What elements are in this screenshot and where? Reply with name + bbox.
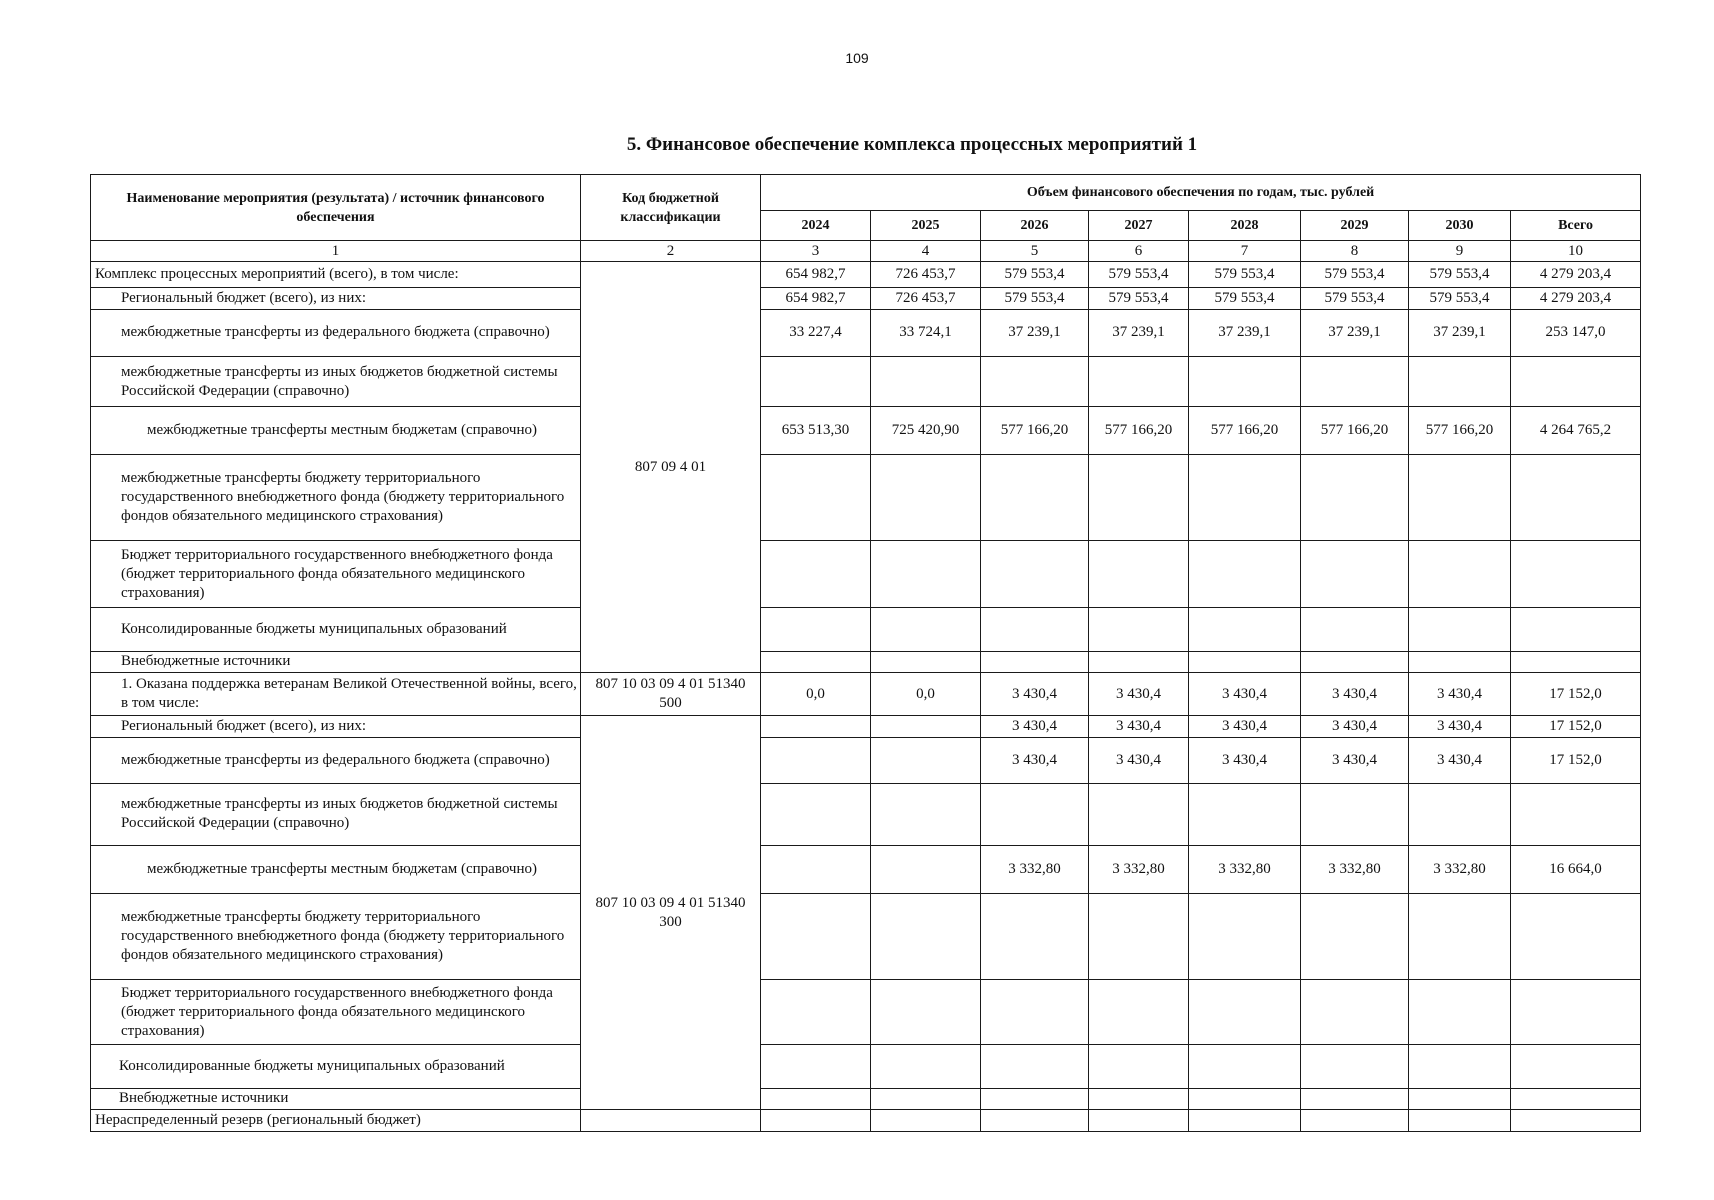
- year-value: [871, 651, 981, 673]
- total-value: 4 279 203,4: [1511, 262, 1641, 288]
- row-name: Внебюджетные источники: [91, 1088, 581, 1110]
- year-value: 3 332,80: [981, 846, 1089, 894]
- table-row: [91, 454, 1641, 541]
- header-code: Код бюджетной классификации: [581, 175, 761, 241]
- year-value: [1301, 783, 1409, 846]
- year-value: [761, 541, 871, 608]
- year-value: 579 553,4: [1301, 287, 1409, 309]
- year-value: [1301, 1088, 1409, 1110]
- total-value: [1511, 1088, 1641, 1110]
- year-value: 579 553,4: [1409, 287, 1511, 309]
- year-value: 0,0: [871, 673, 981, 716]
- year-value: [871, 893, 981, 980]
- table-row: [91, 309, 1641, 357]
- year-value: [981, 357, 1089, 407]
- row-name: межбюджетные трансферты из иных бюджетов бюджетной системы Российской Федерации (справочно): [91, 783, 581, 846]
- table-row: [91, 262, 1641, 288]
- row-name: межбюджетные трансферты местным бюджетам (справочно): [91, 406, 581, 454]
- year-value: [1301, 454, 1409, 541]
- year-value: [1409, 357, 1511, 407]
- year-value: [871, 846, 981, 894]
- row-name: Бюджет территориального государственного внебюджетного фонда (бюджет территориального фонда обязательного медицинского страхования): [91, 980, 581, 1045]
- row-name: Нераспределенный резерв (региональный бюджет): [91, 1110, 581, 1132]
- row-name: межбюджетные трансферты бюджету территориального государственного внебюджетного фонда (бюджету территориального фондов обязательного медицинского страхования): [91, 893, 581, 980]
- year-value: [761, 716, 871, 738]
- year-value: [761, 608, 871, 651]
- year-header: 2029: [1301, 211, 1409, 241]
- row-name: Комплекс процессных мероприятий (всего), в том числе:: [91, 262, 581, 288]
- table-row: [91, 673, 1641, 716]
- row-name: межбюджетные трансферты из федерального бюджета (справочно): [91, 309, 581, 357]
- table-row: [91, 651, 1641, 673]
- total-value: [1511, 1045, 1641, 1088]
- column-index: 10: [1511, 241, 1641, 262]
- year-header: 2027: [1089, 211, 1189, 241]
- column-index-row: [91, 241, 1641, 262]
- year-value: [1189, 1110, 1301, 1132]
- year-value: 37 239,1: [1409, 309, 1511, 357]
- year-value: 579 553,4: [1189, 262, 1301, 288]
- total-value: [1511, 651, 1641, 673]
- header-name: Наименование мероприятия (результата) / источник финансового обеспечения: [91, 175, 581, 241]
- budget-code-cell: [581, 1110, 761, 1132]
- year-value: [1301, 541, 1409, 608]
- year-value: [1409, 783, 1511, 846]
- year-value: [1089, 783, 1189, 846]
- year-value: 3 430,4: [1089, 716, 1189, 738]
- total-value: 17 152,0: [1511, 716, 1641, 738]
- year-value: [1189, 783, 1301, 846]
- year-value: [871, 716, 981, 738]
- year-value: [1089, 893, 1189, 980]
- year-value: 577 166,20: [981, 406, 1089, 454]
- year-value: [1301, 1110, 1409, 1132]
- year-value: 37 239,1: [1301, 309, 1409, 357]
- column-index: 4: [871, 241, 981, 262]
- year-value: [1089, 1088, 1189, 1110]
- year-value: [1089, 1045, 1189, 1088]
- total-value: [1511, 541, 1641, 608]
- year-value: [981, 651, 1089, 673]
- year-value: 654 982,7: [761, 262, 871, 288]
- table-row: [91, 287, 1641, 309]
- total-value: [1511, 893, 1641, 980]
- year-value: [761, 893, 871, 980]
- year-value: [1089, 608, 1189, 651]
- year-value: 37 239,1: [981, 309, 1089, 357]
- total-value: 16 664,0: [1511, 846, 1641, 894]
- year-value: 726 453,7: [871, 262, 981, 288]
- year-value: [1409, 893, 1511, 980]
- year-value: [1301, 980, 1409, 1045]
- year-value: 3 430,4: [1189, 738, 1301, 783]
- year-value: [871, 980, 981, 1045]
- year-value: 577 166,20: [1189, 406, 1301, 454]
- year-value: [1301, 1045, 1409, 1088]
- year-value: 3 430,4: [1189, 716, 1301, 738]
- budget-code-cell: 807 10 03 09 4 01 51340 500: [581, 673, 761, 716]
- row-name: Бюджет территориального государственного внебюджетного фонда (бюджет территориального фонда обязательного медицинского страхования): [91, 541, 581, 608]
- year-value: [981, 541, 1089, 608]
- table-row: [91, 406, 1641, 454]
- year-value: 579 553,4: [1089, 262, 1189, 288]
- year-header: 2028: [1189, 211, 1301, 241]
- total-value: 253 147,0: [1511, 309, 1641, 357]
- year-value: [1189, 980, 1301, 1045]
- year-value: [981, 454, 1089, 541]
- year-value: 577 166,20: [1089, 406, 1189, 454]
- table-row: [91, 1088, 1641, 1110]
- table-row: [91, 783, 1641, 846]
- year-value: [1301, 651, 1409, 673]
- year-value: 33 227,4: [761, 309, 871, 357]
- year-value: [1189, 1045, 1301, 1088]
- row-name: Консолидированные бюджеты муниципальных образований: [91, 1045, 581, 1088]
- budget-code-cell: 807 09 4 01: [581, 262, 761, 673]
- year-value: [1301, 608, 1409, 651]
- year-value: 37 239,1: [1089, 309, 1189, 357]
- column-index: 6: [1089, 241, 1189, 262]
- column-index: 7: [1189, 241, 1301, 262]
- total-value: [1511, 980, 1641, 1045]
- year-value: [981, 1110, 1089, 1132]
- year-value: [1301, 893, 1409, 980]
- year-value: [871, 608, 981, 651]
- column-index: 2: [581, 241, 761, 262]
- year-value: 0,0: [761, 673, 871, 716]
- year-value: 3 430,4: [1301, 716, 1409, 738]
- year-value: [981, 1088, 1089, 1110]
- year-value: [1189, 1088, 1301, 1110]
- year-value: [761, 846, 871, 894]
- year-value: [871, 1110, 981, 1132]
- year-value: 3 332,80: [1089, 846, 1189, 894]
- table-row: [91, 716, 1641, 738]
- year-value: 3 430,4: [981, 716, 1089, 738]
- year-value: 3 332,80: [1409, 846, 1511, 894]
- total-value: 4 264 765,2: [1511, 406, 1641, 454]
- total-value: [1511, 1110, 1641, 1132]
- year-value: [761, 454, 871, 541]
- year-value: [1089, 357, 1189, 407]
- year-value: [1409, 1088, 1511, 1110]
- table-row: [91, 357, 1641, 407]
- row-name: 1. Оказана поддержка ветеранам Великой Отечественной войны, всего, в том числе:: [91, 673, 581, 716]
- row-name: межбюджетные трансферты из иных бюджетов бюджетной системы Российской Федерации (справочно): [91, 357, 581, 407]
- year-value: 579 553,4: [1409, 262, 1511, 288]
- year-value: [1089, 651, 1189, 673]
- year-value: 3 430,4: [981, 738, 1089, 783]
- year-value: 577 166,20: [1301, 406, 1409, 454]
- year-value: [871, 357, 981, 407]
- year-value: [1089, 454, 1189, 541]
- year-value: [761, 980, 871, 1045]
- year-value: [1409, 541, 1511, 608]
- year-value: 3 430,4: [1089, 673, 1189, 716]
- year-value: 725 420,90: [871, 406, 981, 454]
- year-header: 2025: [871, 211, 981, 241]
- row-name: Региональный бюджет (всего), из них:: [91, 716, 581, 738]
- table-row: [91, 1110, 1641, 1132]
- year-value: [1089, 1110, 1189, 1132]
- year-value: [1409, 1110, 1511, 1132]
- financing-table: [90, 174, 1641, 1132]
- year-value: [1409, 651, 1511, 673]
- year-value: [871, 738, 981, 783]
- year-value: [1189, 357, 1301, 407]
- year-header: 2024: [761, 211, 871, 241]
- year-value: 3 430,4: [1189, 673, 1301, 716]
- year-value: [1089, 980, 1189, 1045]
- table-row: [91, 541, 1641, 608]
- table-row: [91, 846, 1641, 894]
- year-header: 2030: [1409, 211, 1511, 241]
- total-value: [1511, 454, 1641, 541]
- year-value: [761, 783, 871, 846]
- year-value: 3 332,80: [1301, 846, 1409, 894]
- document-title: 5. Финансовое обеспечение комплекса процессных мероприятий 1: [626, 134, 1198, 155]
- year-value: 3 430,4: [1301, 673, 1409, 716]
- table-row: [91, 1045, 1641, 1088]
- total-value: 17 152,0: [1511, 738, 1641, 783]
- year-value: 579 553,4: [981, 262, 1089, 288]
- total-header: Всего: [1511, 211, 1641, 241]
- column-index: 1: [91, 241, 581, 262]
- year-value: [761, 738, 871, 783]
- year-value: 37 239,1: [1189, 309, 1301, 357]
- year-value: [761, 1110, 871, 1132]
- year-value: [871, 1088, 981, 1110]
- year-value: [1089, 541, 1189, 608]
- table-row: [91, 893, 1641, 980]
- column-index: 9: [1409, 241, 1511, 262]
- row-name: межбюджетные трансферты местным бюджетам (справочно): [91, 846, 581, 894]
- row-name: межбюджетные трансферты из федерального бюджета (справочно): [91, 738, 581, 783]
- year-value: [1409, 980, 1511, 1045]
- year-value: 3 332,80: [1189, 846, 1301, 894]
- total-value: 17 152,0: [1511, 673, 1641, 716]
- year-value: [761, 357, 871, 407]
- year-value: [1189, 541, 1301, 608]
- year-value: [871, 454, 981, 541]
- year-value: [871, 541, 981, 608]
- year-value: 577 166,20: [1409, 406, 1511, 454]
- year-value: [1301, 357, 1409, 407]
- year-value: [981, 980, 1089, 1045]
- row-name: Региональный бюджет (всего), из них:: [91, 287, 581, 309]
- header-volume: Объем финансового обеспечения по годам, тыс. рублей: [761, 175, 1641, 211]
- year-value: 579 553,4: [981, 287, 1089, 309]
- year-value: [1409, 608, 1511, 651]
- year-value: [981, 1045, 1089, 1088]
- year-value: [871, 1045, 981, 1088]
- table-row: [91, 738, 1641, 783]
- year-header: 2026: [981, 211, 1089, 241]
- year-value: [981, 783, 1089, 846]
- year-value: 579 553,4: [1089, 287, 1189, 309]
- column-index: 5: [981, 241, 1089, 262]
- year-value: [1189, 651, 1301, 673]
- column-index: 3: [761, 241, 871, 262]
- year-value: 579 553,4: [1189, 287, 1301, 309]
- year-value: 3 430,4: [981, 673, 1089, 716]
- year-value: 3 430,4: [1409, 673, 1511, 716]
- year-value: 654 982,7: [761, 287, 871, 309]
- year-value: 33 724,1: [871, 309, 981, 357]
- year-value: 726 453,7: [871, 287, 981, 309]
- year-value: 3 430,4: [1089, 738, 1189, 783]
- total-value: [1511, 357, 1641, 407]
- year-value: [761, 651, 871, 673]
- year-value: [1409, 1045, 1511, 1088]
- year-value: [1189, 454, 1301, 541]
- year-value: 653 513,30: [761, 406, 871, 454]
- table-row: [91, 980, 1641, 1045]
- row-name: Внебюджетные источники: [91, 651, 581, 673]
- year-value: [981, 608, 1089, 651]
- row-name: Консолидированные бюджеты муниципальных образований: [91, 608, 581, 651]
- year-value: [871, 783, 981, 846]
- budget-code-cell: 807 10 03 09 4 01 51340 300: [581, 716, 761, 1110]
- year-value: [1189, 893, 1301, 980]
- page-number: 109: [845, 50, 869, 66]
- year-value: 3 430,4: [1409, 738, 1511, 783]
- table-row: [91, 608, 1641, 651]
- year-value: [761, 1088, 871, 1110]
- year-value: [981, 893, 1089, 980]
- year-value: [1409, 454, 1511, 541]
- year-value: 579 553,4: [1301, 262, 1409, 288]
- total-value: [1511, 783, 1641, 846]
- year-value: [1189, 608, 1301, 651]
- row-name: межбюджетные трансферты бюджету территориального государственного внебюджетного фонда (бюджету территориального фондов обязательного медицинского страхования): [91, 454, 581, 541]
- total-value: [1511, 608, 1641, 651]
- column-index: 8: [1301, 241, 1409, 262]
- year-value: [761, 1045, 871, 1088]
- total-value: 4 279 203,4: [1511, 287, 1641, 309]
- year-value: 3 430,4: [1301, 738, 1409, 783]
- year-value: 3 430,4: [1409, 716, 1511, 738]
